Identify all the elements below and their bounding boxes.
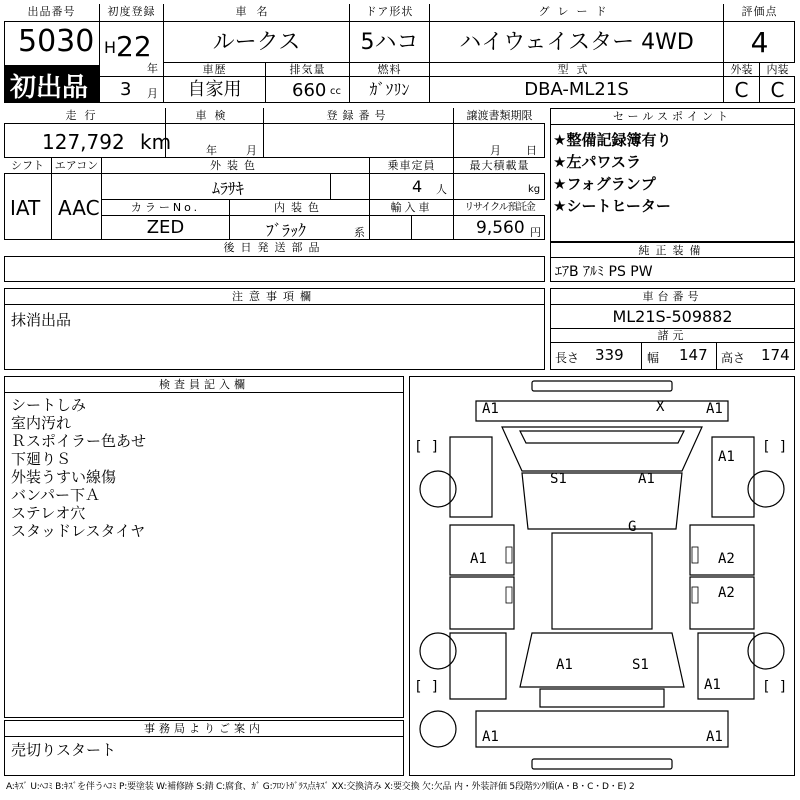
rear-window-shape (520, 633, 684, 687)
chassis-box (550, 288, 795, 370)
transfer-cell (454, 124, 545, 158)
rear-hatch-shape (540, 689, 664, 707)
caution-value: 抹消出品 (11, 311, 72, 329)
shift: IAT (10, 196, 41, 220)
left-quarter-shape (450, 633, 506, 699)
displacement-cell (266, 77, 350, 103)
model: DBA-ML21S (430, 77, 724, 103)
int-color-unit: 系 (354, 226, 365, 239)
office-label: 事務局よりご案内 (5, 721, 403, 737)
load-unit: kg (528, 184, 541, 195)
wheel-rl-shape (420, 633, 456, 669)
inspector-lines (5, 393, 403, 540)
capacity: 4 (412, 177, 423, 196)
mark-right-fender: A1 (718, 449, 735, 465)
mark-rear-bumper-right: A1 (706, 729, 723, 745)
ext-color: ﾑﾗｻｷ (212, 179, 245, 198)
inspector-label: 検査員記入欄 (5, 377, 403, 393)
first-reg-month-cell (100, 77, 164, 103)
office-value: 売切りスタート (11, 741, 117, 759)
inspector-line: 外装うすい線傷 (11, 468, 117, 486)
later-parts-label: 後日発送部品 (4, 240, 545, 256)
grade: ハイウェイスター 4WD (430, 22, 724, 63)
footer-legend: A:ｷｽﾞ U:ﾍｺﾐ B:ｷｽﾞを伴うﾍｺﾐ P:要塗装 W:補修跡 S:錆 C:腐食、ｶﾞ G:ﾌﾛﾝﾄｶﾞﾗｽ点ｷｽﾞ XX:交換済み X:要交換 欠:欠品 内・外装評価 5段階ﾗﾝｸ順(A・B・C・D・E) 2 (6, 782, 635, 792)
recycle-unit: 円 (530, 226, 541, 239)
equipment-label: 純正装備 (551, 242, 794, 258)
length: 339 (595, 346, 624, 364)
first-reg-year-cell (100, 22, 164, 77)
ext-color-cell (102, 174, 370, 200)
sales-point-item: ★左パワスラ (553, 153, 641, 171)
exterior-label: 外装 (724, 63, 760, 77)
grille-shape (520, 431, 684, 443)
handle-left-rear (506, 587, 512, 603)
left-rear-door-shape (450, 577, 514, 629)
lot-number-cell (4, 22, 100, 65)
front-bumper-outline (476, 401, 728, 421)
handle-right-rear (692, 587, 698, 603)
grade-label: グレード (430, 4, 724, 22)
office-box (4, 720, 404, 776)
door-type: 5ハコ (350, 22, 430, 63)
roof-shape (552, 533, 652, 629)
displacement-label: 排気量 (266, 63, 350, 77)
mark-right-front-door: A2 (718, 551, 735, 567)
sales-point-item: ★シートヒーター (553, 197, 671, 215)
capacity-unit: 人 (436, 183, 447, 196)
displacement: 660 (292, 80, 327, 101)
lot-label: 出品番号 (4, 4, 100, 22)
dims-label: 諸元 (551, 329, 794, 343)
mark-front-left: A1 (482, 401, 499, 417)
first-reg-label: 初度登録 (100, 4, 164, 22)
reg-no-label: 登録番号 (264, 108, 454, 124)
lot-number: 5030 (18, 24, 95, 59)
first-listing-badge (4, 65, 100, 103)
inspector-line: ステレオ穴 (11, 504, 86, 522)
month-unit: 月 (147, 87, 158, 100)
hood-shape (502, 427, 702, 471)
first-listing-text: 初出品 (10, 73, 89, 103)
left-front-door-shape (450, 525, 514, 575)
ext-color-divider (330, 174, 331, 200)
exterior-grade: C (724, 77, 760, 103)
sales-points-box (550, 108, 795, 242)
chassis-label: 車台番号 (551, 289, 794, 305)
chassis-value: ML21S-509882 (551, 305, 794, 329)
ac: AAC (58, 196, 100, 220)
length-label: 長さ (555, 351, 580, 365)
int-color: ﾌﾞﾗｯｸ (266, 221, 307, 240)
mark-front-x: X (656, 399, 665, 415)
car-diagram-box (409, 376, 795, 776)
color-no: ZED (102, 216, 230, 240)
era: H (104, 38, 117, 57)
caution-label: 注意事項欄 (5, 289, 544, 305)
import-cell-b (412, 216, 454, 240)
load-cell (454, 174, 545, 200)
transfer-day-unit: 日 (526, 144, 537, 157)
inspector-line: スタッドレスタイヤ (11, 522, 146, 540)
front-bumper-shape (532, 381, 672, 391)
ext-color-label: 外装色 (102, 158, 370, 174)
bracket-marker: [ ] (414, 439, 440, 455)
inspection-label: 車検 (166, 108, 264, 124)
model-label: 型式 (430, 63, 724, 77)
car-name: ルークス (164, 22, 350, 63)
mark-rear-bumper-left: A1 (482, 729, 499, 745)
int-color-label: 内装色 (230, 200, 370, 216)
fuel-label: 燃料 (350, 63, 430, 77)
transfer-month-unit: 月 (490, 144, 501, 157)
equipment-value: ｴｱB ｱﾙﾐ PS PW (555, 264, 653, 280)
recycle-label: リサイクル預託金 (454, 200, 545, 216)
load-label: 最大積載量 (454, 158, 545, 174)
car-diagram (410, 377, 794, 775)
mark-left-front-door: A1 (470, 551, 487, 567)
inspector-line: バンパー下Ａ (11, 486, 100, 504)
int-color-cell (230, 216, 370, 240)
sales-points-label: セールスポイント (551, 109, 794, 125)
score: 4 (724, 22, 795, 63)
mark-hood-left: S1 (550, 471, 567, 487)
mark-right-rear-door: A2 (718, 585, 735, 601)
handle-left-front (506, 547, 512, 563)
insp-year-unit: 年 (206, 144, 217, 157)
interior-label: 内装 (760, 63, 795, 77)
inspector-box (4, 376, 404, 718)
right-front-door-shape (690, 525, 754, 575)
year-unit: 年 (147, 62, 158, 75)
recycle: 9,560 (476, 218, 525, 238)
sales-point-item: ★フォグランプ (553, 175, 656, 193)
shift-cell (4, 174, 52, 240)
inspection-cell (166, 124, 264, 158)
spare-wheel-shape (420, 711, 456, 747)
mileage-cell (4, 124, 172, 158)
door-label: ドア形状 (350, 4, 430, 22)
insp-month-unit: 月 (246, 144, 257, 157)
inspector-line: シートしみ (11, 396, 87, 414)
inspector-line: Ｒスポイラー色あせ (11, 432, 147, 450)
mileage: 127,792 (42, 130, 125, 154)
height: 174 (761, 346, 790, 364)
import-label: 輸入車 (370, 200, 454, 216)
mark-rear-right: S1 (632, 657, 649, 673)
transfer-label: 譲渡書類期限 (454, 108, 545, 124)
history: 自家用 (164, 77, 266, 103)
mark-roof: G (628, 519, 637, 535)
bracket-marker: [ ] (414, 679, 440, 695)
sales-point-item: ★整備記録簿有り (553, 131, 672, 149)
fuel: ｶﾞｿﾘﾝ (350, 77, 430, 103)
width-label: 幅 (647, 351, 660, 365)
mileage-label: 走行 (4, 108, 166, 124)
width: 147 (679, 346, 708, 364)
inspector-line: 室内汚れ (11, 414, 72, 432)
ac-cell (52, 174, 102, 240)
windshield-shape (522, 473, 682, 529)
score-label: 評価点 (724, 4, 795, 22)
bracket-marker: [ ] (762, 679, 788, 695)
reg-no-cell (264, 124, 454, 158)
height-label: 高さ (721, 351, 746, 365)
mark-hood-right: A1 (638, 471, 655, 487)
color-no-label: カラーNo. (102, 200, 230, 216)
mileage-unit: km (140, 130, 172, 154)
mark-front-right: A1 (706, 401, 723, 417)
import-cell-a (370, 216, 412, 240)
inspector-line: 下廻りＳ (11, 450, 72, 468)
later-parts-box (4, 256, 545, 282)
displacement-unit: cc (330, 86, 341, 97)
capacity-label: 乗車定員 (370, 158, 454, 174)
interior-grade: C (770, 78, 785, 102)
recycle-cell (454, 216, 545, 240)
caution-box (4, 288, 545, 370)
dims-divider-2 (716, 343, 717, 369)
rear-step-shape (532, 759, 672, 769)
left-front-fender-shape (450, 437, 492, 517)
mark-rear-left: A1 (556, 657, 573, 673)
rear-bumper-shape (476, 711, 728, 747)
dims-row (551, 343, 794, 369)
history-label: 車歴 (164, 63, 266, 77)
reg-year: 22 (116, 30, 152, 63)
shift-label: シフト (4, 158, 52, 174)
capacity-cell (370, 174, 454, 200)
dims-divider-1 (641, 343, 642, 369)
sales-points-list (551, 125, 794, 217)
mark-right-quarter: A1 (704, 677, 721, 693)
reg-month: 3 (120, 79, 132, 100)
car-name-label: 車名 (164, 4, 350, 22)
handle-right-front (692, 547, 698, 563)
ac-label: エアコン (52, 158, 102, 174)
bracket-marker: [ ] (762, 439, 788, 455)
later-parts-divider (4, 256, 545, 257)
wheel-fl-shape (420, 471, 456, 507)
equipment-box (550, 242, 795, 282)
